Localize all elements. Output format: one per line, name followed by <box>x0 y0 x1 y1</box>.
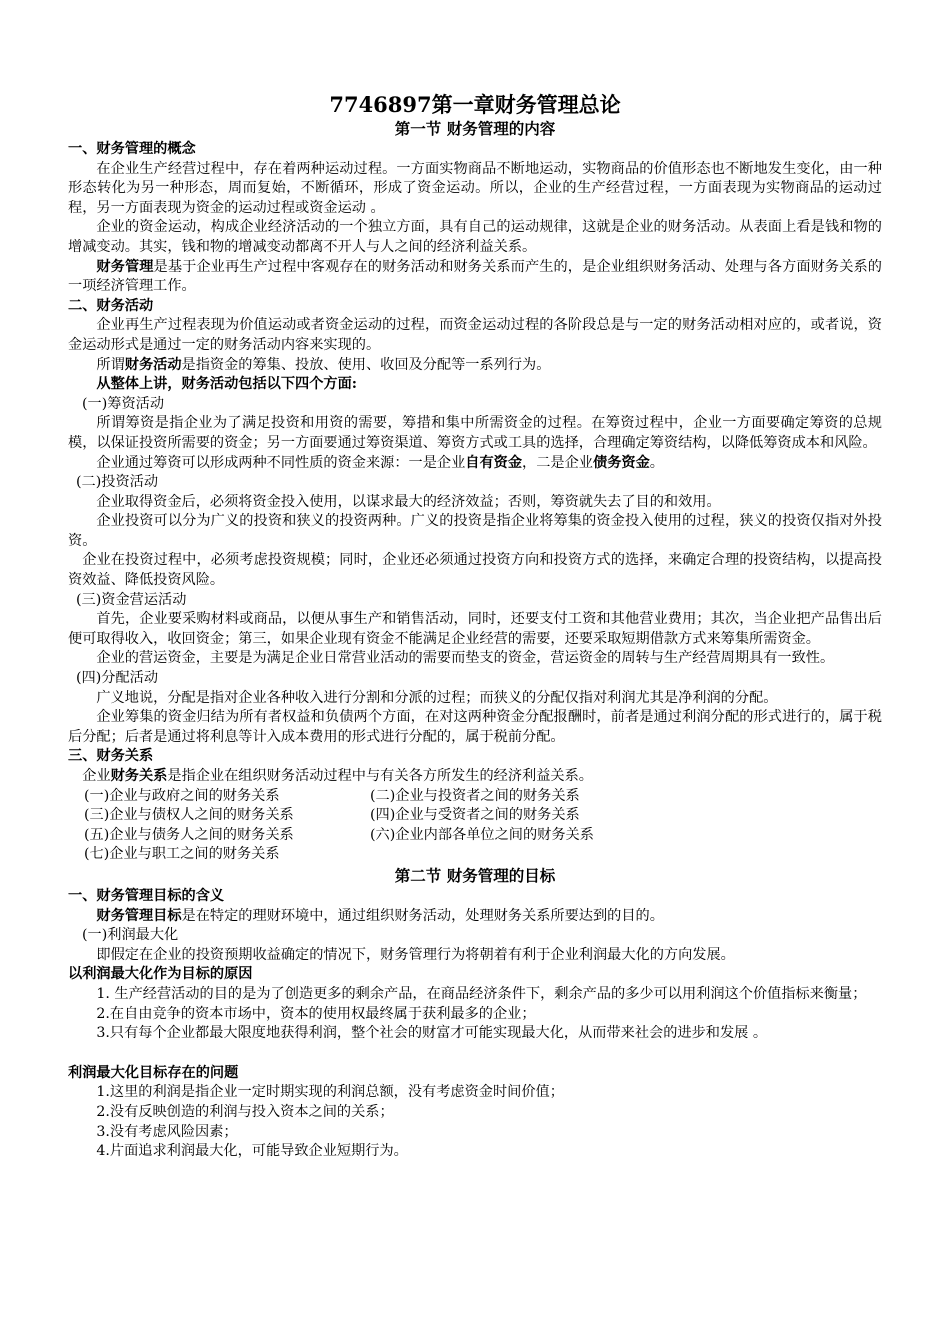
list-item: 2.在自由竞争的资本市场中，资本的使用权最终属于获利最多的企业； <box>96 1005 536 1022</box>
heading-financial-activities: 二、财务活动 <box>68 297 154 314</box>
paragraph: 企业的资金运动，构成企业经济活动的一个独立方面，具有自己的运动规律，这就是企业的财务活动。从表面上看是钱和物的增减变动。其实，钱和物的增减变动都离不开人与人之间的经济利益关系。 <box>68 219 882 255</box>
paragraph: 企业再生产过程表现为价值运动或者资金运动的过程，而资金运动过程的各阶段总是与一定的财务活动相对应的，或者说，资金运动形式是通过一定的财务活动内容来实现的。 <box>68 317 882 353</box>
list-item: (七)企业与职工之间的财务关系 <box>84 846 280 863</box>
heading-problems: 利润最大化目标存在的问题 <box>68 1064 239 1081</box>
list-item: 4.片面追求利润最大化，可能导致企业短期行为。 <box>96 1143 408 1160</box>
document-body <box>68 92 882 1162</box>
list-item: (二)企业与投资者之间的财务关系 <box>370 787 580 804</box>
paragraph: 企业投资可以分为广义的投资和狭义的投资两种。广义的投资是指企业将筹集的资金投入使用的过程，狭义的投资仅指对外投资。 <box>68 513 882 549</box>
bold-term: 财务管理目标 <box>96 907 182 924</box>
paragraph: 从整体上讲，财务活动包括以下四个方面: <box>96 376 358 393</box>
paragraph: 企业的营运资金，主要是为满足企业日常营业活动的需要而垫支的资金，营运资金的周转与生产经营周期具有一致性。 <box>96 650 835 667</box>
paragraph: 广义地说，分配是指对企业各种收入进行分割和分派的过程；而狭义的分配仅指对利润尤其是净利润的分配。 <box>96 689 778 706</box>
subheading-distribution: (四)分配活动 <box>76 670 159 687</box>
paragraph: 所谓财务活动是指资金的筹集、投放、使用、收回及分配等一系列行为。 <box>96 356 551 373</box>
list-item: (四)企业与受资者之间的财务关系 <box>370 807 580 824</box>
list-item: 1. 生产经营活动的目的是为了创造更多的剩余产品，在商品经济条件下，剩余产品的多少可以用利润这个价值指标来衡量； <box>96 985 867 1002</box>
paragraph: 在企业生产经营过程中，存在着两种运动过程。一方面实物商品不断地运动，实物商品的价值形态也不断地发生变化，由一种形态转化为另一种形态，周而复始，不断循环，形成了资金运动。所以，企业的生产经营过程，一方面表现为实物商品的运动过程，另一方面表现为资金的运动过程或资金运动 。 <box>68 160 882 216</box>
list-item: 3.没有考虑风险因素； <box>96 1123 238 1140</box>
list-item: (六)企业内部各单位之间的财务关系 <box>370 826 594 843</box>
paragraph: 企业取得资金后，必须将资金投入使用，以谋求最大的经济效益；否则，筹资就失去了目的和效用。 <box>96 493 721 510</box>
list-item: 1.这里的利润是指企业一定时期实现的利润总额，没有考虑资金时间价值； <box>96 1084 564 1101</box>
paragraph: 企业在投资过程中，必须考虑投资规模；同时，企业还必须通过投资方向和投资方式的选择，来确定合理的投资结构，以提高投资效益、降低投资风险。 <box>68 552 882 589</box>
relations-list <box>68 787 882 865</box>
list-item: (三)企业与债权人之间的财务关系 <box>84 807 294 824</box>
bold-term: 财务活动 <box>124 356 182 373</box>
bold-term: 债务资金 <box>593 454 650 471</box>
bold-term: 财务管理 <box>96 258 154 275</box>
subheading-financing: (一)筹资活动 <box>82 395 165 412</box>
list-item: 2.没有反映创造的利润与投入资本之间的关系； <box>96 1103 394 1120</box>
subheading-investing: (二)投资活动 <box>76 474 159 491</box>
document-title: 7746897第一章财务管理总论 <box>329 92 621 117</box>
paragraph: 企业筹集的资金归结为所有者权益和负债两个方面，在对这两种资金分配报酬时，前者是通过利润分配的形式进行的，属于税后分配；后者是通过将利息等计入成本费用的形式进行分配的，属于税前分配。 <box>68 709 882 745</box>
heading-financial-relations: 三、财务关系 <box>68 748 154 765</box>
heading-reasons: 以利润最大化作为目标的原因 <box>68 966 253 983</box>
paragraph: 企业财务关系是指企业在组织财务活动过程中与有关各方所发生的经济利益关系。 <box>82 768 593 784</box>
list-item: (一)企业与政府之间的财务关系 <box>84 787 280 804</box>
bold-term: 财务关系 <box>110 768 168 784</box>
paragraph: 财务管理是基于企业再生产过程中客观存在的财务活动和财务关系而产生的，是企业组织财务活动、处理与各方面财务关系的一项经济管理工作。 <box>68 258 882 295</box>
paragraph: 首先，企业要采购材料或商品，以便从事生产和销售活动，同时，还要支付工资和其他营业费用；其次，当企业把产品售出后便可取得收入，收回资金；第三，如果企业现有资金不能满足企业经营的需要，还要采取短期借款方式来筹集所需资金。 <box>68 611 882 647</box>
subheading-operations: (三)资金营运活动 <box>76 591 187 608</box>
spacer <box>68 1044 882 1064</box>
paragraph: 财务管理目标是在特定的理财环境中，通过组织财务活动，处理财务关系所要达到的目的。 <box>96 907 664 924</box>
heading-concept: 一、财务管理的概念 <box>68 141 196 157</box>
section-1-heading: 第一节 财务管理的内容 <box>394 119 556 138</box>
paragraph: 所谓筹资是指企业为了满足投资和用资的需要，筹措和集中所需资金的过程。在筹资过程中，企业一方面要确定筹资的总规模，以保证投资所需要的资金；另一方面要通过筹资渠道、筹资方式或工具的选择，合理确定筹资结构，以降低筹资成本和风险。 <box>68 415 882 451</box>
list-item: (五)企业与债务人之间的财务关系 <box>84 826 294 843</box>
section-2-heading: 第二节 财务管理的目标 <box>394 865 556 885</box>
subheading-profit-max: (一)利润最大化 <box>82 927 179 944</box>
list-item: 3.只有每个企业都最大限度地获得利润，整个社会的财富才可能实现最大化，从而带来社会的进步和发展 。 <box>96 1025 768 1042</box>
bold-term: 自有资金 <box>465 454 523 471</box>
paragraph: 即假定在企业的投资预期收益确定的情况下，财务管理行为将朝着有利于企业利润最大化的方向发展。 <box>96 946 735 963</box>
heading-goal-meaning: 一、财务管理目标的含义 <box>68 887 225 904</box>
paragraph: 企业通过筹资可以形成两种不同性质的资金来源：一是企业自有资金，二是企业债务资金。 <box>96 454 664 471</box>
